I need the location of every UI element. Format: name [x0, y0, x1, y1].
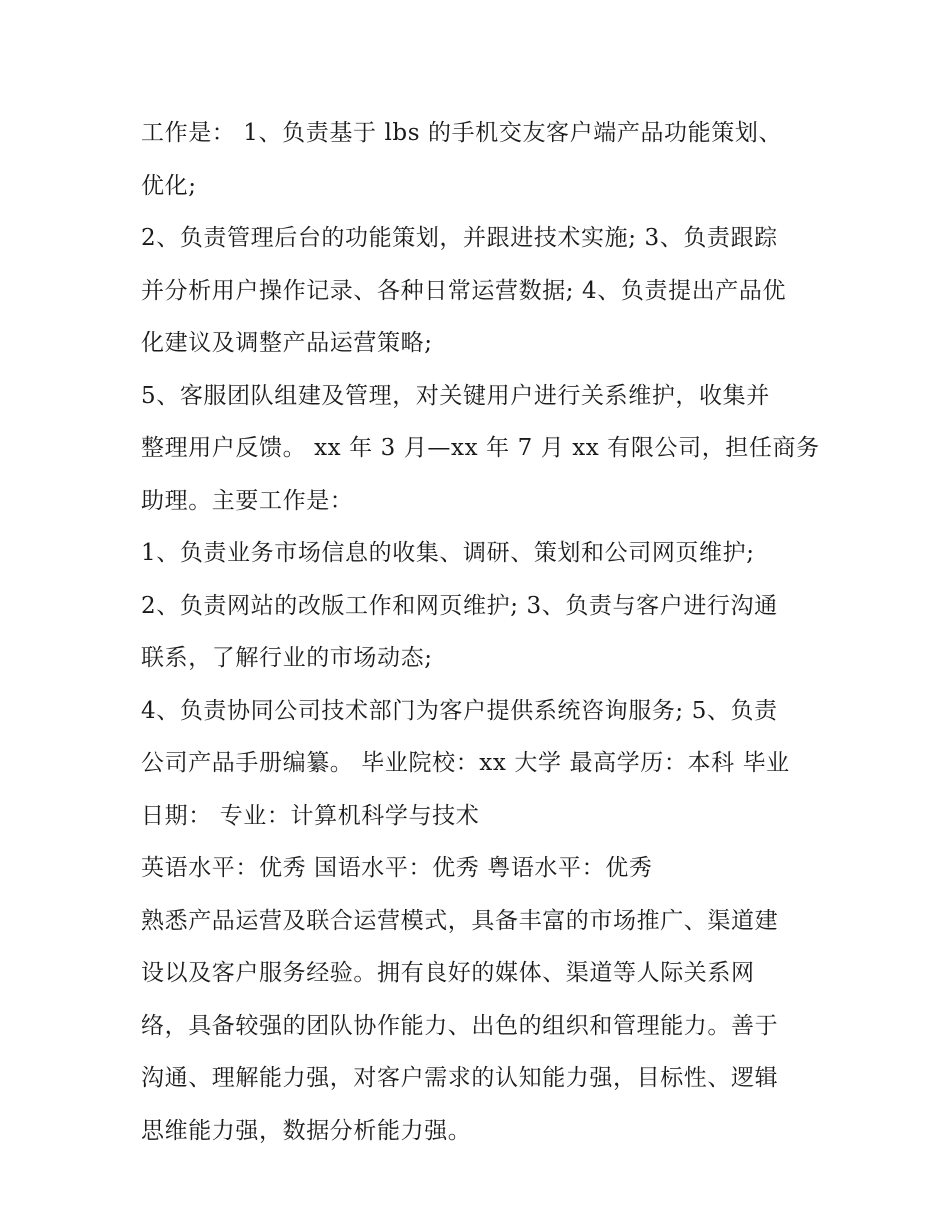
- text-line-10: 2、负责网站的改版工作和网页维护; 3、负责与客户进行沟通: [141, 592, 778, 619]
- text-line-5: 化建议及调整产品运营策略;: [141, 330, 433, 356]
- text-line-12: 4、负责协同公司技术部门为客户提供系统咨询服务; 5、负责: [141, 697, 778, 724]
- text-line-3: 2、负责管理后台的功能策划，并跟进技术实施; 3、负责跟踪: [141, 225, 778, 251]
- text-line-20: 思维能力强，数据分析能力强。: [141, 1117, 472, 1144]
- text-line-1: 工作是： 1、负责基于 lbs 的手机交友客户端产品功能策划、: [141, 120, 783, 146]
- text-line-17: 设以及客户服务经验。拥有良好的媒体、渠道等人际关系网: [141, 960, 755, 986]
- text-line-2: 优化;: [141, 172, 197, 199]
- text-line-16: 熟悉产品运营及联合运营模式，具备丰富的市场推广、渠道建: [141, 907, 779, 934]
- resume-text-block: [141, 107, 821, 1157]
- text-line-18: 络，具备较强的团队协作能力、出色的组织和管理能力。善于: [141, 1012, 779, 1039]
- text-line-19: 沟通、理解能力强，对客户需求的认知能力强，目标性、逻辑: [141, 1065, 779, 1091]
- text-line-6: 5、客服团队组建及管理，对关键用户进行关系维护，收集并: [141, 382, 770, 409]
- text-line-7: 整理用户反馈。 xx 年 3 月—xx 年 7 月 xx 有限公司，担任商务: [141, 435, 820, 461]
- text-line-8: 助理。主要工作是：: [141, 487, 354, 514]
- text-line-15: 英语水平：优秀 国语水平：优秀 粤语水平：优秀: [141, 855, 653, 881]
- text-line-4: 并分析用户操作记录、各种日常运营数据; 4、负责提出产品优: [141, 277, 787, 304]
- text-line-13: 公司产品手册编纂。 毕业院校：xx 大学 最高学历：本科 毕业: [141, 750, 790, 776]
- text-line-11: 联系，了解行业的市场动态;: [141, 645, 433, 671]
- text-line-14: 日期： 专业：计算机科学与技术: [141, 802, 480, 829]
- text-line-9: 1、负责业务市场信息的收集、调研、策划和公司网页维护;: [141, 540, 755, 566]
